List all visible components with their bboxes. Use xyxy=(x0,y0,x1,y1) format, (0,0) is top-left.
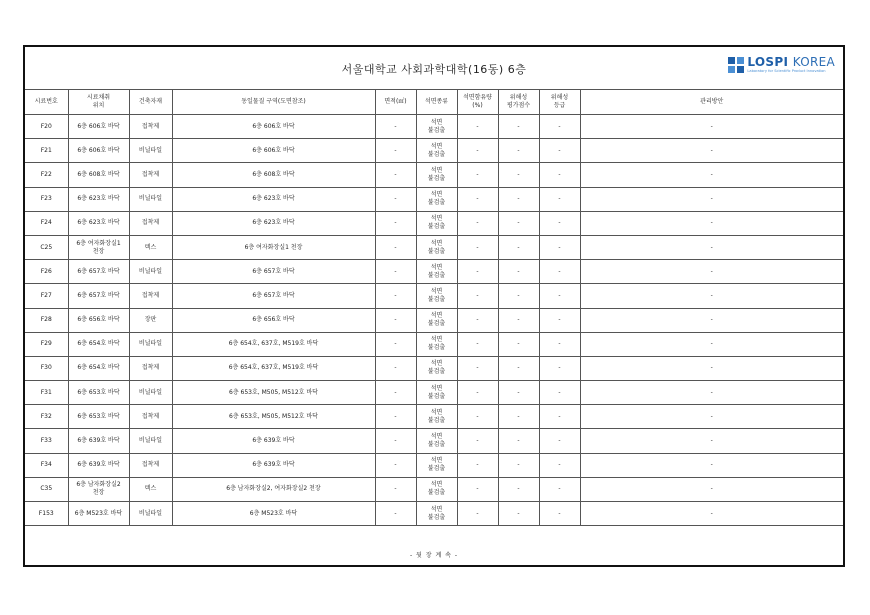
cell-sample-number: F24 xyxy=(25,211,68,235)
table-row xyxy=(25,477,843,501)
cell-same-material-zone: 6층 639호 바닥 xyxy=(172,429,375,453)
table-row xyxy=(25,405,843,429)
table-row xyxy=(25,187,843,211)
cell-risk-score: - xyxy=(498,211,539,235)
cell-building-material: 비닐타일 xyxy=(129,187,172,211)
cell-risk-grade: - xyxy=(539,163,580,187)
table-row xyxy=(25,381,843,405)
cell-area: - xyxy=(375,405,416,429)
cell-management-plan: - xyxy=(580,356,843,380)
cell-asbestos-type: 석면 불검출 xyxy=(416,308,457,332)
cell-asbestos-type: 석면 불검출 xyxy=(416,284,457,308)
table-row xyxy=(25,284,843,308)
table-row xyxy=(25,211,843,235)
cell-asbestos-content: - xyxy=(457,284,498,308)
cell-sample-number: F20 xyxy=(25,115,68,139)
cell-management-plan: - xyxy=(580,477,843,501)
cell-asbestos-type: 석면 불검출 xyxy=(416,356,457,380)
cell-same-material-zone: 6층 653호, M505, M512호 바닥 xyxy=(172,405,375,429)
cell-sample-location: 6층 남자화장실2 천장 xyxy=(68,477,129,501)
cell-same-material-zone: 6층 657호 바닥 xyxy=(172,284,375,308)
cell-area: - xyxy=(375,187,416,211)
cell-asbestos-type: 석면 불검출 xyxy=(416,235,457,259)
title-bar xyxy=(25,47,843,90)
cell-building-material: 텍스 xyxy=(129,235,172,259)
cell-same-material-zone: 6층 654호, 637호, M519호 바닥 xyxy=(172,332,375,356)
cell-risk-grade: - xyxy=(539,187,580,211)
header-risk-score: 위해성 평가점수 xyxy=(498,90,539,115)
logo-tagline: Laboratory for Scientific Product Innovation xyxy=(747,69,826,73)
logo-grid-icon xyxy=(728,57,744,73)
cell-asbestos-type: 석면 불검출 xyxy=(416,381,457,405)
cell-asbestos-content: - xyxy=(457,139,498,163)
cell-area: - xyxy=(375,502,416,526)
cell-risk-score: - xyxy=(498,163,539,187)
document-frame xyxy=(23,45,845,567)
cell-risk-score: - xyxy=(498,187,539,211)
cell-asbestos-type: 석면 불검출 xyxy=(416,502,457,526)
cell-area: - xyxy=(375,115,416,139)
cell-management-plan: - xyxy=(580,502,843,526)
table-row xyxy=(25,429,843,453)
logo-brand: LOSPI xyxy=(747,55,789,69)
cell-risk-grade: - xyxy=(539,477,580,501)
cell-building-material: 비닐타일 xyxy=(129,381,172,405)
continued-note: - 뒷 장 계 속 - xyxy=(409,552,459,559)
cell-risk-score: - xyxy=(498,356,539,380)
cell-sample-number: F23 xyxy=(25,187,68,211)
cell-area: - xyxy=(375,332,416,356)
cell-area: - xyxy=(375,163,416,187)
lospi-korea-logo xyxy=(728,56,835,74)
cell-sample-location: 6층 657호 바닥 xyxy=(68,284,129,308)
cell-sample-location: 6층 M523호 바닥 xyxy=(68,502,129,526)
cell-asbestos-content: - xyxy=(457,163,498,187)
table-header-row xyxy=(25,90,843,115)
cell-asbestos-content: - xyxy=(457,381,498,405)
cell-building-material: 비닐타일 xyxy=(129,429,172,453)
cell-risk-score: - xyxy=(498,502,539,526)
cell-asbestos-content: - xyxy=(457,356,498,380)
cell-management-plan: - xyxy=(580,284,843,308)
cell-sample-location: 6층 653호 바닥 xyxy=(68,381,129,405)
cell-area: - xyxy=(375,381,416,405)
header-same-material-zone: 동일물질 구역(도면참조) xyxy=(172,90,375,115)
cell-sample-number: F26 xyxy=(25,260,68,284)
cell-building-material: 접착제 xyxy=(129,284,172,308)
cell-risk-grade: - xyxy=(539,332,580,356)
cell-building-material: 비닐타일 xyxy=(129,332,172,356)
cell-same-material-zone: 6층 608호 바닥 xyxy=(172,163,375,187)
table-row xyxy=(25,502,843,526)
cell-same-material-zone: 6층 639호 바닥 xyxy=(172,453,375,477)
cell-building-material: 비닐타일 xyxy=(129,502,172,526)
cell-sample-number: F153 xyxy=(25,502,68,526)
cell-same-material-zone: 6층 606호 바닥 xyxy=(172,139,375,163)
cell-risk-score: - xyxy=(498,477,539,501)
cell-sample-number: F30 xyxy=(25,356,68,380)
cell-sample-number: C25 xyxy=(25,235,68,259)
cell-asbestos-type: 석면 불검출 xyxy=(416,187,457,211)
header-area: 면적(㎡) xyxy=(375,90,416,115)
table-body xyxy=(25,115,843,526)
table-row xyxy=(25,332,843,356)
cell-sample-location: 6층 656호 바닥 xyxy=(68,308,129,332)
cell-risk-score: - xyxy=(498,332,539,356)
cell-management-plan: - xyxy=(580,187,843,211)
cell-area: - xyxy=(375,284,416,308)
header-asbestos-type: 석면종류 xyxy=(416,90,457,115)
cell-sample-location: 6층 639호 바닥 xyxy=(68,453,129,477)
cell-risk-grade: - xyxy=(539,356,580,380)
cell-building-material: 접착제 xyxy=(129,115,172,139)
cell-area: - xyxy=(375,139,416,163)
header-building-material: 건축자재 xyxy=(129,90,172,115)
cell-management-plan: - xyxy=(580,163,843,187)
document-title: 서울대학교 사회과학대학(16동) 6층 xyxy=(341,63,527,76)
cell-same-material-zone: 6층 657호 바닥 xyxy=(172,260,375,284)
cell-risk-grade: - xyxy=(539,308,580,332)
cell-asbestos-type: 석면 불검출 xyxy=(416,260,457,284)
cell-asbestos-content: - xyxy=(457,332,498,356)
cell-sample-number: F22 xyxy=(25,163,68,187)
cell-risk-score: - xyxy=(498,308,539,332)
cell-asbestos-type: 석면 불검출 xyxy=(416,477,457,501)
cell-asbestos-content: - xyxy=(457,429,498,453)
cell-building-material: 비닐타일 xyxy=(129,260,172,284)
cell-risk-grade: - xyxy=(539,405,580,429)
cell-management-plan: - xyxy=(580,429,843,453)
cell-sample-location: 6층 654호 바닥 xyxy=(68,356,129,380)
cell-same-material-zone: 6층 656호 바닥 xyxy=(172,308,375,332)
header-sample-number: 시료번호 xyxy=(25,90,68,115)
cell-same-material-zone: 6층 623호 바닥 xyxy=(172,187,375,211)
cell-asbestos-type: 석면 불검출 xyxy=(416,139,457,163)
cell-risk-score: - xyxy=(498,284,539,308)
cell-asbestos-type: 석면 불검출 xyxy=(416,405,457,429)
table-row xyxy=(25,260,843,284)
table-row xyxy=(25,308,843,332)
cell-sample-location: 6층 623호 바닥 xyxy=(68,211,129,235)
cell-sample-number: F27 xyxy=(25,284,68,308)
cell-building-material: 접착제 xyxy=(129,211,172,235)
cell-risk-grade: - xyxy=(539,284,580,308)
cell-sample-location: 6층 608호 바닥 xyxy=(68,163,129,187)
header-sample-location: 시료채취 위치 xyxy=(68,90,129,115)
cell-building-material: 접착제 xyxy=(129,163,172,187)
cell-risk-score: - xyxy=(498,429,539,453)
table-row xyxy=(25,453,843,477)
cell-area: - xyxy=(375,235,416,259)
table-row xyxy=(25,139,843,163)
table-row xyxy=(25,356,843,380)
cell-risk-grade: - xyxy=(539,115,580,139)
cell-building-material: 접착제 xyxy=(129,405,172,429)
cell-area: - xyxy=(375,211,416,235)
cell-risk-score: - xyxy=(498,235,539,259)
cell-sample-location: 6층 606호 바닥 xyxy=(68,139,129,163)
cell-asbestos-content: - xyxy=(457,477,498,501)
cell-area: - xyxy=(375,453,416,477)
cell-same-material-zone: 6층 623호 바닥 xyxy=(172,211,375,235)
cell-management-plan: - xyxy=(580,260,843,284)
cell-asbestos-type: 석면 불검출 xyxy=(416,332,457,356)
cell-risk-score: - xyxy=(498,453,539,477)
cell-asbestos-content: - xyxy=(457,211,498,235)
cell-area: - xyxy=(375,260,416,284)
cell-management-plan: - xyxy=(580,332,843,356)
cell-risk-grade: - xyxy=(539,381,580,405)
cell-management-plan: - xyxy=(580,405,843,429)
cell-risk-score: - xyxy=(498,260,539,284)
cell-risk-grade: - xyxy=(539,211,580,235)
cell-sample-location: 6층 654호 바닥 xyxy=(68,332,129,356)
cell-area: - xyxy=(375,356,416,380)
cell-risk-score: - xyxy=(498,139,539,163)
cell-management-plan: - xyxy=(580,139,843,163)
cell-asbestos-content: - xyxy=(457,260,498,284)
cell-risk-grade: - xyxy=(539,260,580,284)
cell-risk-score: - xyxy=(498,381,539,405)
header-asbestos-content: 석면함유량 (%) xyxy=(457,90,498,115)
cell-asbestos-content: - xyxy=(457,405,498,429)
cell-sample-number: F31 xyxy=(25,381,68,405)
cell-building-material: 장판 xyxy=(129,308,172,332)
cell-sample-location: 6층 여자화장실1 천장 xyxy=(68,235,129,259)
cell-sample-number: F34 xyxy=(25,453,68,477)
cell-building-material: 비닐타일 xyxy=(129,139,172,163)
cell-asbestos-content: - xyxy=(457,453,498,477)
cell-risk-grade: - xyxy=(539,139,580,163)
cell-same-material-zone: 6층 M523호 바닥 xyxy=(172,502,375,526)
cell-same-material-zone: 6층 653호, M505, M512호 바닥 xyxy=(172,381,375,405)
cell-area: - xyxy=(375,477,416,501)
header-risk-grade: 위해성 등급 xyxy=(539,90,580,115)
cell-sample-location: 6층 606호 바닥 xyxy=(68,115,129,139)
asbestos-survey-table xyxy=(25,89,843,526)
cell-asbestos-content: - xyxy=(457,308,498,332)
cell-asbestos-content: - xyxy=(457,235,498,259)
cell-asbestos-type: 석면 불검출 xyxy=(416,211,457,235)
cell-building-material: 텍스 xyxy=(129,477,172,501)
cell-asbestos-content: - xyxy=(457,115,498,139)
cell-same-material-zone: 6층 654호, 637호, M519호 바닥 xyxy=(172,356,375,380)
cell-same-material-zone: 6층 606호 바닥 xyxy=(172,115,375,139)
cell-sample-number: F33 xyxy=(25,429,68,453)
cell-asbestos-type: 석면 불검출 xyxy=(416,163,457,187)
cell-same-material-zone: 6층 여자화장실1 천장 xyxy=(172,235,375,259)
cell-asbestos-type: 석면 불검출 xyxy=(416,453,457,477)
cell-area: - xyxy=(375,429,416,453)
cell-risk-grade: - xyxy=(539,453,580,477)
cell-asbestos-type: 석면 불검출 xyxy=(416,429,457,453)
cell-risk-grade: - xyxy=(539,502,580,526)
cell-sample-location: 6층 639호 바닥 xyxy=(68,429,129,453)
cell-building-material: 접착제 xyxy=(129,356,172,380)
cell-building-material: 접착제 xyxy=(129,453,172,477)
cell-management-plan: - xyxy=(580,235,843,259)
cell-sample-number: F28 xyxy=(25,308,68,332)
cell-management-plan: - xyxy=(580,115,843,139)
cell-sample-number: F32 xyxy=(25,405,68,429)
cell-management-plan: - xyxy=(580,381,843,405)
cell-risk-grade: - xyxy=(539,429,580,453)
cell-management-plan: - xyxy=(580,308,843,332)
cell-asbestos-content: - xyxy=(457,187,498,211)
cell-management-plan: - xyxy=(580,211,843,235)
cell-risk-score: - xyxy=(498,115,539,139)
cell-sample-number: C35 xyxy=(25,477,68,501)
logo-brand-suffix: KOREA xyxy=(792,55,835,69)
cell-risk-score: - xyxy=(498,405,539,429)
table-row xyxy=(25,163,843,187)
cell-asbestos-content: - xyxy=(457,502,498,526)
cell-sample-number: F21 xyxy=(25,139,68,163)
table-row xyxy=(25,115,843,139)
cell-same-material-zone: 6층 남자화장실2, 여자화장실2 천장 xyxy=(172,477,375,501)
cell-sample-number: F29 xyxy=(25,332,68,356)
table-row xyxy=(25,235,843,259)
cell-sample-location: 6층 623호 바닥 xyxy=(68,187,129,211)
cell-area: - xyxy=(375,308,416,332)
cell-asbestos-type: 석면 불검출 xyxy=(416,115,457,139)
cell-sample-location: 6층 657호 바닥 xyxy=(68,260,129,284)
cell-sample-location: 6층 653호 바닥 xyxy=(68,405,129,429)
cell-management-plan: - xyxy=(580,453,843,477)
cell-risk-grade: - xyxy=(539,235,580,259)
header-management-plan: 관리방안 xyxy=(580,90,843,115)
